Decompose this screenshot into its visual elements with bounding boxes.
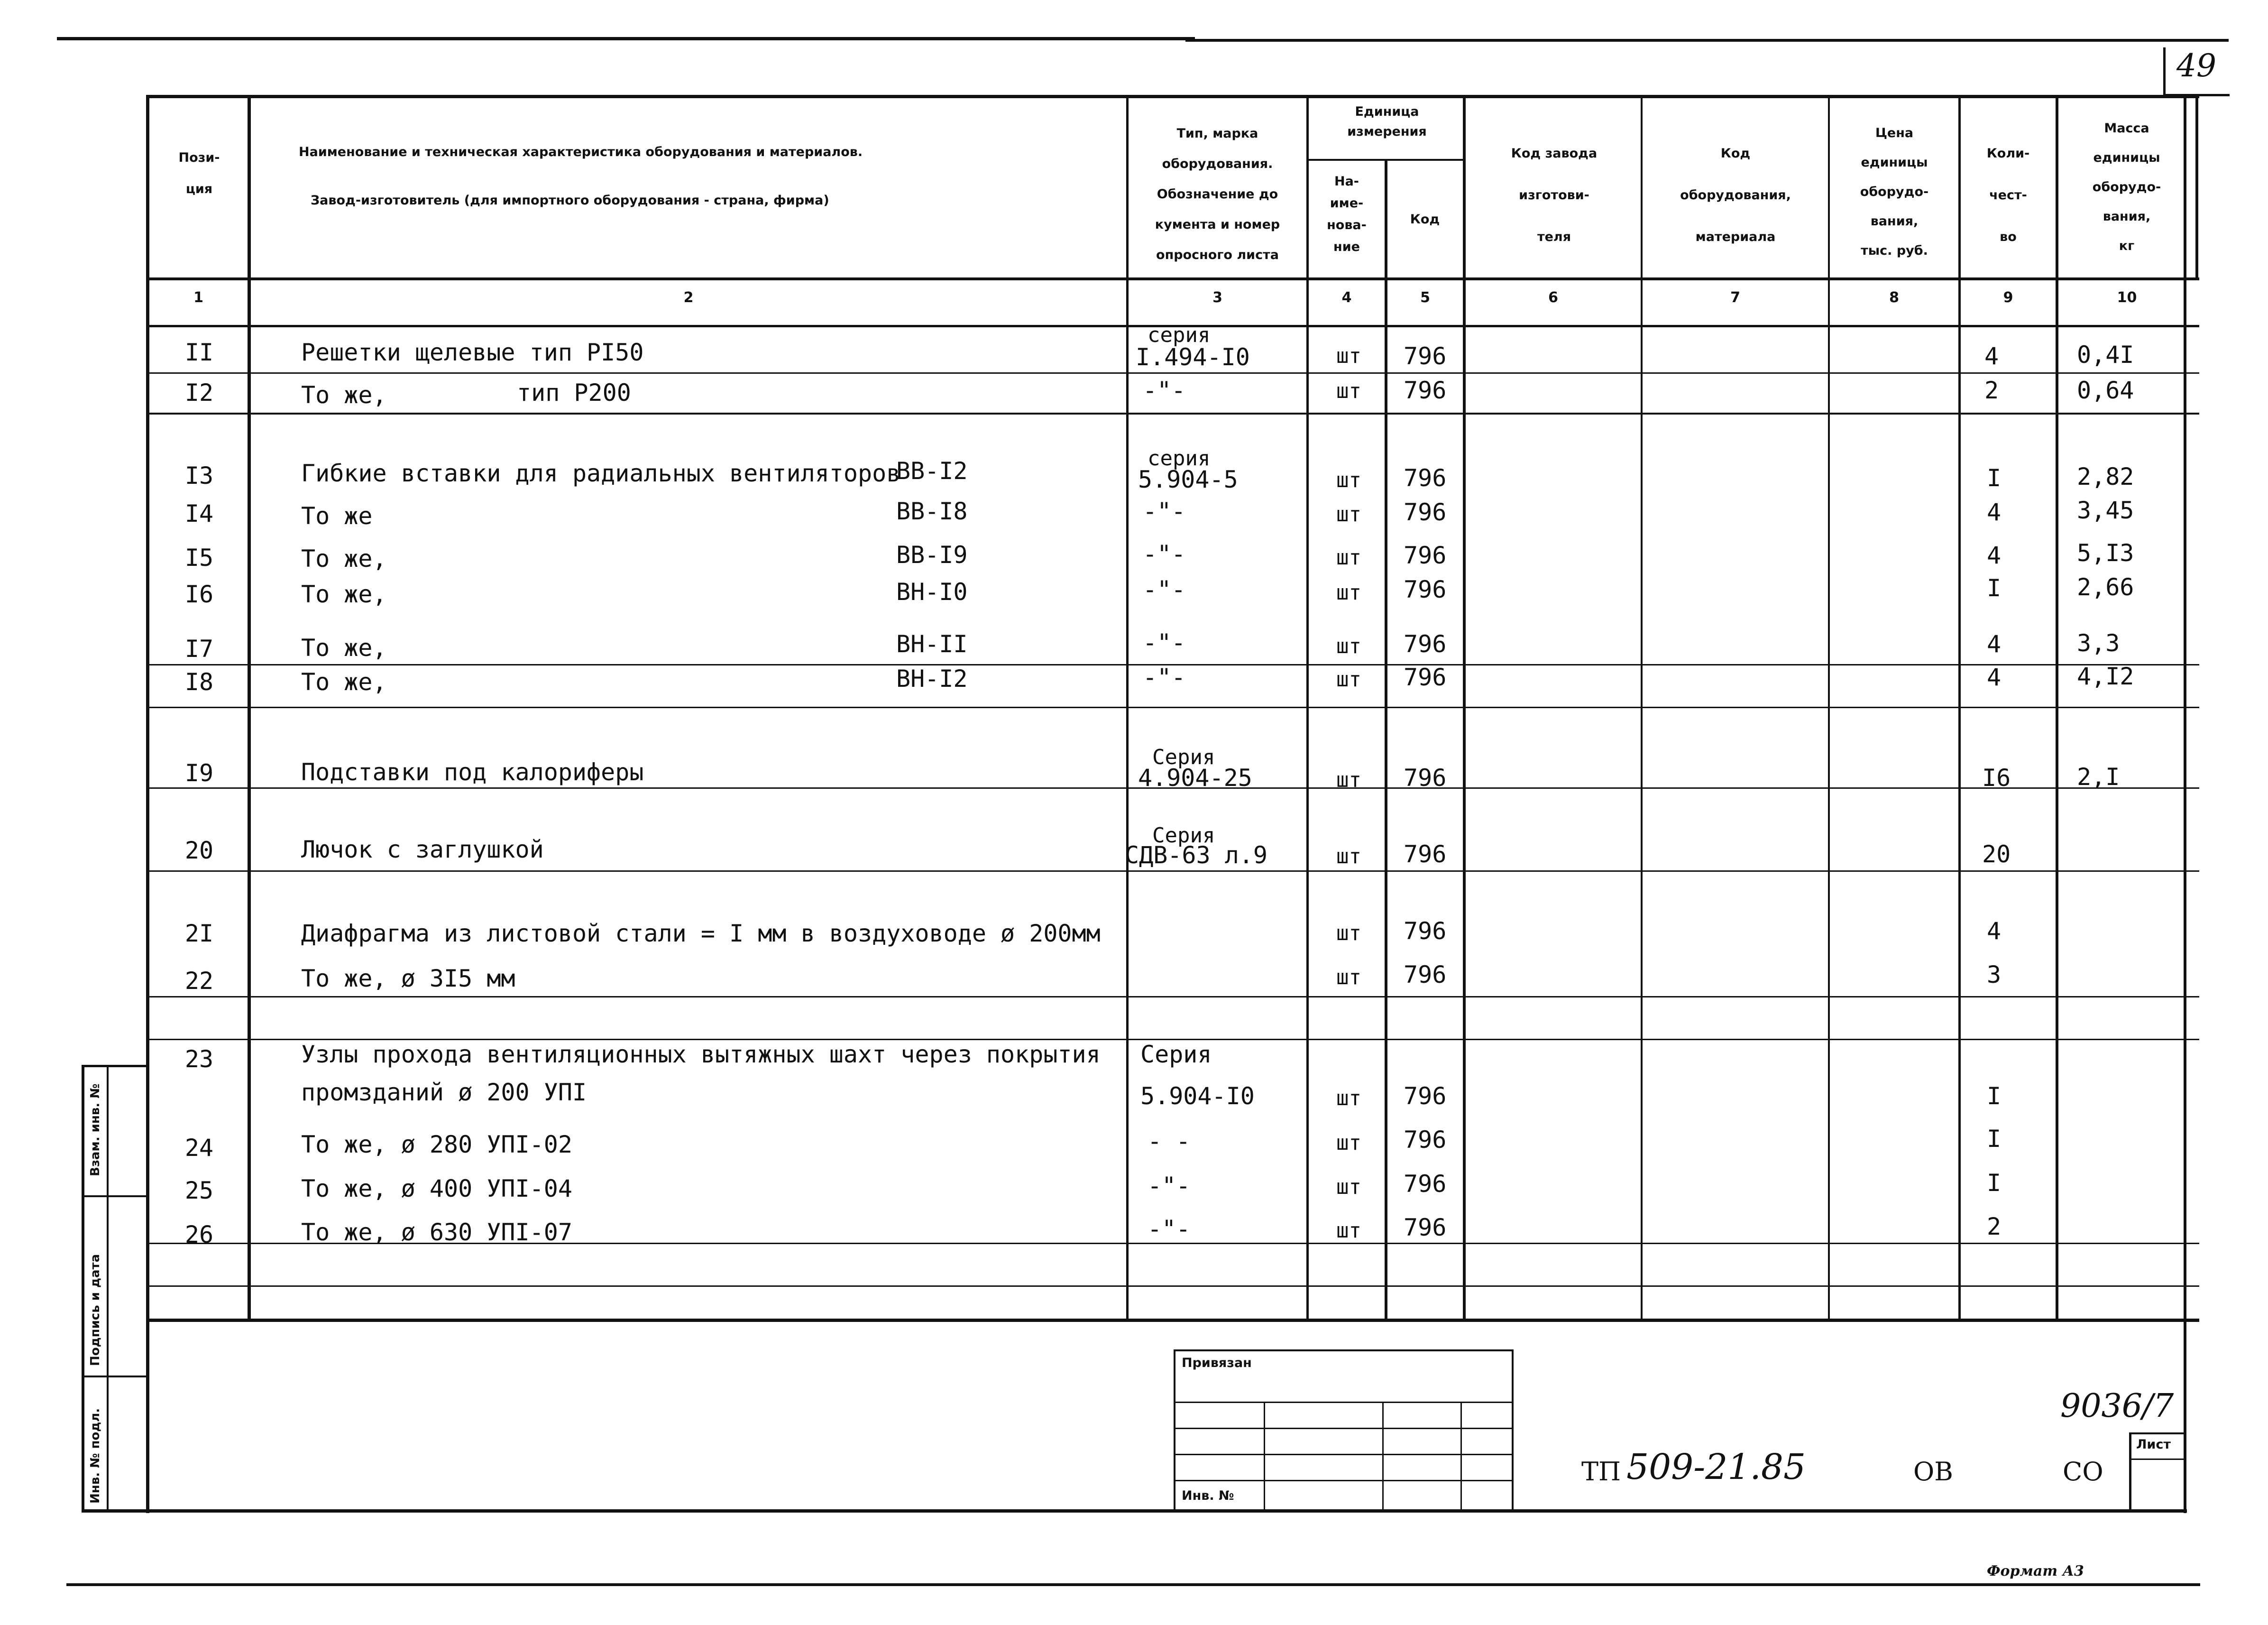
row-unit-code: 796	[1404, 1082, 1447, 1110]
frame-left	[146, 95, 149, 1513]
row-name: То же,	[301, 668, 387, 696]
row-unit: шт	[1336, 965, 1361, 989]
stamp-right	[1512, 1349, 1514, 1511]
bottom-edge-line	[66, 1583, 2200, 1586]
row-name: То же, ø 630 УПI-07	[301, 1219, 572, 1246]
row-unit: шт	[1336, 768, 1361, 792]
row-unit-code: 796	[1404, 576, 1447, 603]
mark-co: СО	[2063, 1457, 2103, 1487]
row-doc: 5.904-I0	[1140, 1082, 1255, 1110]
stamp-left	[1174, 1349, 1175, 1511]
mark-ov: ОВ	[1913, 1457, 1953, 1487]
row-mass: 2,66	[2077, 573, 2134, 601]
row-name: То же,	[301, 381, 387, 409]
row-doc-top: серия	[1148, 446, 1211, 471]
column-number: 7	[1730, 289, 1740, 306]
column-number: 9	[2003, 289, 2013, 306]
row-doc: Серия	[1140, 1041, 1212, 1068]
row-name: Гибкие вставки для радиальных вентиляторов	[301, 460, 901, 487]
side-strip-sep2	[82, 1376, 148, 1377]
sheet-cell-top	[2129, 1432, 2186, 1434]
side-label-replaced-inv: Взам. инв. №	[88, 1083, 102, 1176]
stamp-inv-label: Инв. №	[1182, 1488, 1234, 1503]
row-name: промзданий ø 200 УПI	[301, 1079, 587, 1106]
side-label-original-inv: Инв. № подл.	[88, 1408, 102, 1504]
row-name: То же,	[301, 545, 387, 572]
row-mass: 5,I3	[2077, 539, 2134, 567]
row-position: 23	[184, 1045, 214, 1073]
header-unit-group: Единица измерения	[1347, 104, 1427, 139]
row-position: I7	[184, 635, 214, 663]
row-position: I8	[184, 668, 214, 696]
row-unit-code: 796	[1404, 377, 1447, 404]
row-quantity: 4	[1987, 664, 2002, 691]
row-doc: -"-	[1143, 377, 1186, 404]
row-position: 22	[184, 967, 214, 995]
row-doc-top: Серия	[1152, 745, 1215, 769]
row-sep	[146, 1285, 2199, 1287]
col-line-10	[2195, 95, 2198, 280]
doc-number: 9036/7	[2060, 1387, 2174, 1425]
row-mass: 0,64	[2077, 377, 2134, 404]
row-name: Решетки щелевые тип РI50	[301, 339, 644, 366]
row-quantity: 4	[1987, 499, 2002, 526]
row-unit: шт	[1336, 581, 1361, 605]
tp-prefix: ТП	[1581, 1457, 1621, 1487]
table-bottom-border	[146, 1319, 2199, 1322]
column-number: 5	[1420, 289, 1430, 306]
row-name: Диафрагма из листовой стали = I мм в воздуховоде ø 200мм	[301, 920, 1101, 947]
col-line-4	[1385, 159, 1387, 1321]
row-name: То же,	[301, 581, 387, 608]
row-unit: шт	[1336, 1219, 1361, 1243]
frame-bottom	[82, 1509, 2187, 1513]
row-mass: 0,4I	[2077, 341, 2134, 369]
row-sep	[146, 996, 2199, 997]
header-plant-code: Код завода изготови- теля	[1511, 146, 1598, 244]
top-border-line-right	[1185, 39, 2229, 42]
row-unit: шт	[1336, 844, 1361, 868]
side-strip-sep1	[82, 1195, 148, 1197]
row-doc: -"-	[1143, 664, 1186, 691]
row-sep	[146, 413, 2199, 415]
row-doc-top: Серия	[1152, 823, 1215, 848]
row-unit-code: 796	[1404, 1170, 1447, 1198]
row-unit: шт	[1336, 379, 1361, 403]
row-unit: шт	[1336, 1131, 1361, 1155]
column-number: 4	[1341, 289, 1352, 306]
row-doc: -"-	[1148, 1172, 1191, 1200]
sheet-label: Лист	[2136, 1437, 2171, 1452]
sheet-cell-mid	[2129, 1459, 2186, 1460]
row-name: То же, ø 3I5 мм	[301, 965, 515, 992]
header-name-line1: Наименование и техническая характеристика оборудования и материалов.	[299, 145, 863, 159]
row-quantity: I6	[1982, 764, 2011, 792]
row-mass: 3,3	[2077, 629, 2120, 657]
row-position: 26	[184, 1221, 214, 1248]
row-unit-code: 796	[1404, 961, 1447, 988]
row-mass: 2,82	[2077, 463, 2134, 490]
row-name: То же, ø 280 УПI-02	[301, 1131, 572, 1158]
stamp-grid-col	[1382, 1402, 1384, 1511]
row-doc: -"-	[1143, 576, 1186, 603]
row-quantity: I	[1987, 1082, 2002, 1110]
row-position: 24	[184, 1134, 214, 1162]
row-unit-code: 796	[1404, 1126, 1447, 1154]
side-strip-divider	[107, 1065, 109, 1511]
row-name-detail: ВН-I0	[896, 578, 968, 606]
row-name-detail: ВН-I2	[896, 665, 968, 692]
row-position: II	[184, 339, 214, 366]
row-quantity: 20	[1982, 840, 2011, 868]
row-unit-code: 796	[1404, 630, 1447, 658]
column-number: 3	[1212, 289, 1222, 306]
row-quantity: 3	[1987, 961, 2002, 988]
header-position: Пози- ция	[178, 150, 220, 196]
row-quantity: I	[1987, 574, 2002, 602]
row-sep	[146, 372, 2199, 374]
sheet-box-left	[2163, 47, 2166, 95]
row-doc: - -	[1148, 1127, 1191, 1155]
row-doc: I.494-I0	[1136, 343, 1250, 371]
row-name-detail: ВВ-I8	[896, 498, 968, 525]
side-strip-top	[82, 1065, 148, 1067]
format-label: Формат А3	[1987, 1563, 2084, 1579]
tp-number: 509-21.85	[1626, 1447, 1806, 1487]
unit-group-divider	[1306, 159, 1465, 161]
header-bottom-border	[146, 277, 2199, 280]
row-unit-code: 796	[1404, 542, 1447, 569]
row-position: I5	[184, 544, 214, 572]
column-number: 8	[1889, 289, 1899, 306]
row-unit: шт	[1336, 545, 1361, 570]
header-type-doc: Тип, марка оборудования. Обозначение до кумента и номер опросного листа	[1155, 126, 1280, 262]
row-name: То же	[301, 502, 373, 530]
row-doc: -"-	[1143, 540, 1186, 568]
row-mass: 3,45	[2077, 497, 2134, 524]
row-position: 25	[184, 1177, 214, 1204]
row-unit: шт	[1336, 667, 1361, 692]
header-unit-mass: Масса единицы оборудо- вания, кг	[2092, 121, 2161, 253]
row-quantity: 2	[1984, 377, 1999, 404]
header-unit-code: Код	[1410, 212, 1440, 227]
row-sep	[146, 870, 2199, 872]
row-position: I3	[184, 462, 214, 489]
row-doc: СДВ-63 л.9	[1125, 841, 1268, 869]
row-quantity: I	[1987, 1125, 2002, 1153]
row-doc: 4.904-25	[1138, 764, 1252, 792]
row-position: I9	[184, 759, 214, 787]
row-unit: шт	[1336, 921, 1361, 945]
row-unit-code: 796	[1404, 664, 1447, 691]
row-quantity: 4	[1987, 630, 2002, 658]
row-name: Подставки под калориферы	[301, 758, 644, 786]
header-unit-name: На- име- нова- ние	[1327, 174, 1367, 254]
row-name-detail: ВВ-I9	[896, 541, 968, 569]
row-unit: шт	[1336, 468, 1361, 492]
stamp-grid-col	[1264, 1402, 1265, 1511]
side-strip-left	[82, 1065, 84, 1511]
sheet-number: 49	[2176, 47, 2216, 84]
row-name: То же,	[301, 634, 387, 662]
row-quantity: 4	[1984, 342, 1999, 370]
row-unit: шт	[1336, 1175, 1361, 1199]
top-border-line	[57, 37, 1195, 40]
row-unit-code: 796	[1404, 917, 1447, 945]
stamp-bound-label: Привязан	[1182, 1356, 1252, 1370]
row-doc: -"-	[1143, 498, 1186, 525]
row-quantity: 2	[1987, 1213, 2002, 1240]
table-top-border	[146, 95, 2199, 98]
column-number: 1	[193, 289, 203, 306]
row-unit-code: 796	[1404, 840, 1447, 868]
row-position: 2I	[184, 920, 214, 947]
row-unit-code: 796	[1404, 499, 1447, 526]
row-position: I4	[184, 500, 214, 527]
column-number: 10	[2117, 289, 2137, 306]
header-name-line2: Завод-изготовитель (для импортного оборудования - страна, фирма)	[311, 193, 829, 208]
row-unit: шт	[1336, 634, 1361, 658]
row-unit-code: 796	[1404, 464, 1447, 492]
row-unit-code: 796	[1404, 1214, 1447, 1241]
stamp-grid-col	[1460, 1402, 1462, 1511]
row-unit-code: 796	[1404, 342, 1447, 370]
row-mass: 4,I2	[2077, 663, 2134, 690]
header-equipment-code: Код оборудования, материала	[1680, 146, 1791, 244]
frame-right	[2184, 95, 2186, 1513]
row-name: Лючок с заглушкой	[301, 836, 544, 863]
row-name: Узлы прохода вентиляционных вытяжных шахт через покрытия	[301, 1041, 1101, 1068]
column-number: 2	[683, 289, 694, 306]
row-quantity: 4	[1987, 542, 2002, 569]
row-unit: шт	[1336, 344, 1361, 368]
row-mass: 2,I	[2077, 763, 2120, 791]
row-name-detail: ВН-II	[896, 630, 968, 658]
header-unit-price: Цена единицы оборудо- вания, тыс. руб.	[1860, 126, 1929, 258]
sheet-cell-left	[2129, 1432, 2131, 1511]
row-unit: шт	[1336, 1086, 1361, 1110]
row-quantity: 4	[1987, 917, 2002, 945]
row-doc-top: серия	[1148, 323, 1211, 347]
row-quantity: I	[1987, 1169, 2002, 1197]
row-doc: 5.904-5	[1138, 466, 1238, 493]
row-sep	[146, 1039, 2199, 1040]
row-sep	[146, 707, 2199, 708]
row-name-detail: тип Р200	[517, 379, 631, 406]
row-position: I6	[184, 581, 214, 608]
row-doc: -"-	[1148, 1215, 1191, 1243]
row-unit-code: 796	[1404, 764, 1447, 792]
row-position: I2	[184, 379, 214, 406]
row-quantity: I	[1987, 464, 2002, 492]
row-name-detail: ВВ-I2	[896, 457, 968, 485]
row-name: То же, ø 400 УПI-04	[301, 1175, 572, 1202]
side-label-signature-date: Подпись и дата	[88, 1254, 102, 1366]
row-position: 20	[184, 837, 214, 864]
header-quantity: Коли- чест- во	[1986, 146, 2030, 244]
row-unit: шт	[1336, 502, 1361, 526]
column-number: 6	[1548, 289, 1558, 306]
stamp-top	[1174, 1349, 1513, 1351]
row-doc: -"-	[1143, 629, 1186, 656]
